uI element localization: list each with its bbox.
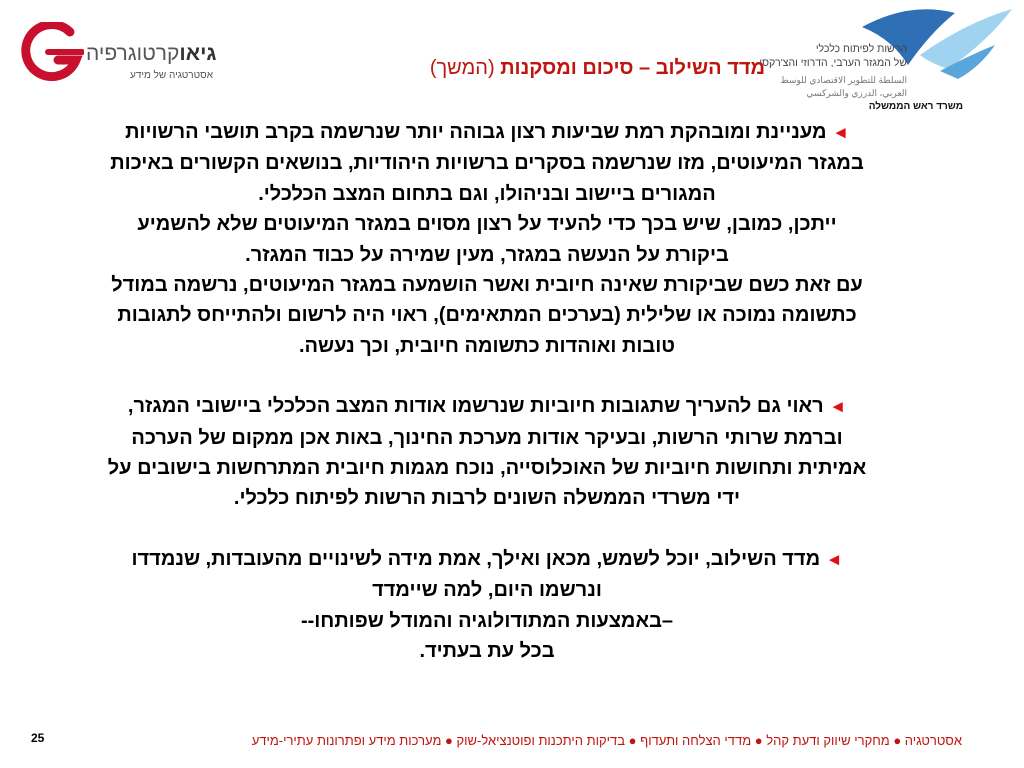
slide-title-sub: (המשך) xyxy=(429,57,495,79)
bullet-arrow-icon: ◄ xyxy=(825,549,843,569)
bullet-1-line-1-text: מעניינת ומובהקת רמת שביעות רצון גבוהה יותר שנרשמה בקרב תושבי הרשויות xyxy=(125,121,827,143)
bullet-1-line-2: במגזר המיעוטים, מזו שנרשמה בסקרים ברשויות היהודיות, בנושאים הקשורים באיכות xyxy=(110,152,864,175)
bullet-2-line-2: וברמת שרותי הרשות, ובעיקר אודות מערכת החינוך, באות אכן ממקום של הערכה xyxy=(131,426,843,449)
bullet-3-line-2: ונרשמו היום, למה שיימדד xyxy=(372,579,602,602)
paragraph-gap xyxy=(52,514,922,544)
logo-brand-name xyxy=(86,42,216,66)
logo-brand-rest: קרטוגרפיה xyxy=(86,42,180,65)
footer-services: אסטרטגיה ● מחקרי שיווק ודעת קהל ● מדדי הצלחה ותעדוף ● בדיקות היתכנות ופוטנציאל-שוק ● מערכות מידע ופתרונות עתירי-מידע xyxy=(251,733,962,748)
logo-brand-bold: גיאו xyxy=(179,42,217,65)
bullet-3-line-1 xyxy=(52,544,922,575)
bullet-1-line-4: ייתכן, כמובן, שיש בכך כדי להעיד על רצון מסוים במגזר המיעוטים שלא להשמיע xyxy=(137,213,837,236)
bullet-2-line-3: אמיתית ותחושות חיוביות של האוכלוסייה, נוכח מגמות חיובית המתרחשות בישובים על xyxy=(107,457,867,480)
authority-name-arabic-line1: السلطة للتطوير الاقتصادي للوسط xyxy=(780,75,907,85)
bullet-1-line-1 xyxy=(52,117,922,148)
bullet-2-line-4: ידי משרדי הממשלה השונים לרבות הרשות לפיתוח כלכלי. xyxy=(233,487,741,510)
bullet-3-line-1-text: מדד השילוב, יוכל לשמש, מכאן ואילך, אמת מידה לשינויים מהעובדות, שנמדדו xyxy=(131,547,821,570)
bullet-1-line-6: עם זאת כשם שביקורת שאינה חיובית ואשר הושמעה במגזר המיעוטים, נרשמה במודל xyxy=(111,274,863,297)
geocartography-g-mark-icon xyxy=(18,22,84,82)
bullet-1-line-7: כתשומה נמוכה או שלילית (בערכים המתאימים), ראוי היה לרשום ולהתייחס לתגובות xyxy=(117,304,857,327)
authority-name-arabic-line2: العربي، الدرزي والشركسي xyxy=(806,88,907,98)
bullet-arrow-icon: ◄ xyxy=(832,123,849,142)
page-number: 25 xyxy=(31,731,45,745)
bullet-arrow-icon: ◄ xyxy=(829,397,847,417)
authority-name-line1: הרשות לפיתוח כלכלי xyxy=(815,43,907,55)
bullet-1-line-5: ביקורת על הנעשה במגזר, מעין שמירה על כבוד המגזר. xyxy=(245,243,729,266)
geocartography-logo xyxy=(18,22,228,82)
slide-title xyxy=(300,57,765,80)
authority-logo xyxy=(759,5,1015,115)
bullet-2-line-1-text: ראוי גם להעריך שתגובות חיוביות שנרשמו אודות המצב הכלכלי ביישובי המגזר, xyxy=(127,395,824,418)
bullet-2-line-1 xyxy=(52,391,922,422)
bullet-1-line-8: טובות ואוהדות כתשומה חיובית, וכך נעשה. xyxy=(298,334,676,357)
bullet-3-line-4: בכל עת בעתיד. xyxy=(419,640,555,663)
slide-title-main: מדד השילוב – סיכום ומסקנות xyxy=(500,57,765,79)
bullet-1-line-3: המגורים ביישוב ובניהולו, וגם בתחום המצב הכלכלי. xyxy=(258,182,716,205)
bullet-3-line-3: –באמצעות המתודולוגיה והמודל שפותחו-- xyxy=(300,609,674,632)
logo-tagline: אסטרטגיה של מידע xyxy=(130,70,213,81)
ministry-label: משרד ראש הממשלה xyxy=(868,101,963,112)
slide-body xyxy=(52,117,922,667)
authority-name-line2: של המגזר הערבי, הדרוזי והצ'רקסי xyxy=(759,57,907,69)
paragraph-gap xyxy=(52,361,922,391)
